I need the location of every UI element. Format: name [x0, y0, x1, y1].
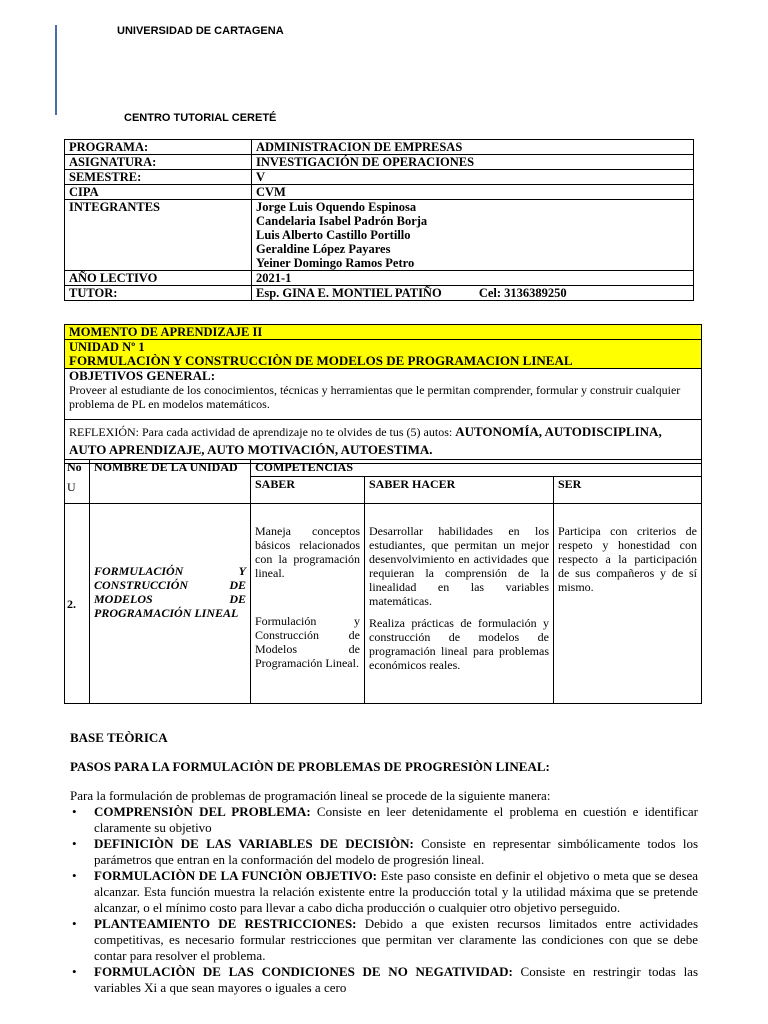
value-cell: 2021-1 [252, 271, 694, 286]
value-cell: INVESTIGACIÓN DE OPERACIONES [252, 155, 694, 170]
step-heading: FORMULACIÒN DE LA FUNCIÒN OBJETIVO: [94, 868, 378, 883]
member-name: Geraldine López Payares [256, 242, 391, 256]
label-cell: AÑO LECTIVO [65, 271, 252, 286]
member-name: Yeiner Domingo Ramos Petro [256, 256, 415, 270]
objectives-title: OBJETIVOS GENERAL: [69, 368, 216, 383]
theory-subtitle: PASOS PARA LA FORMULACIÒN DE PROBLEMAS DE PROGRESIÒN LINEAL: [70, 759, 550, 774]
value-cell: CVM [252, 185, 694, 200]
no-header-cell [65, 460, 90, 504]
table-row [65, 286, 694, 301]
member-name: Luis Alberto Castillo Portillo [256, 228, 411, 242]
label-cell: ASIGNATURA: [65, 155, 252, 170]
saber-hacer-header: SABER HACER [365, 477, 554, 504]
step-text: Consiste en leer detenidamente el problema en cuestión e identificar claramente su objetivo [94, 804, 698, 835]
theory-intro: Para la formulación de problemas de programación lineal se procede de la siguiente manera: [70, 788, 551, 803]
moment-title: MOMENTO DE APRENDIZAJE II [65, 325, 702, 340]
steps-list [70, 804, 698, 996]
integrantes-list [252, 200, 694, 271]
table-header-row [65, 460, 702, 477]
step-heading: PLANTEAMIENTO DE RESTRICCIONES: [94, 916, 357, 931]
competencies-table [64, 459, 702, 704]
unit-number: UNIDAD Nº 1 [69, 340, 145, 354]
margin-line [55, 25, 57, 115]
tutor-cell [252, 286, 694, 301]
competencies-header: COMPETENCIAS [251, 460, 702, 477]
ser-header: SER [554, 477, 702, 504]
reflection-cell [65, 420, 702, 464]
unit-name-cell: FORMULACIÓN Y CONSTRUCCIÓN DE MODELOS DE PROGRAMACIÓN LINEAL [90, 504, 251, 704]
step-text: Debido a que existen recursos limitados entre actividades competitivas, es necesario formular restricciones que permitan ver claramente las condiciones con que se debe contar para resolver el problema. [94, 916, 699, 963]
bullet-icon: • [72, 964, 77, 979]
list-item [70, 964, 698, 996]
list-item [70, 804, 698, 836]
unit-cell [65, 340, 702, 369]
reflection-autos: AUTONOMÍA, AUTODISCIPLINA, AUTO APRENDIZAJE, AUTO MOTIVACIÓN, AUTOESTIMA. [69, 424, 662, 457]
tutor-name: Esp. GINA E. MONTIEL PATIÑO [256, 286, 442, 300]
u-header: U [67, 480, 76, 494]
step-heading: FORMULACIÒN DE LAS CONDICIONES DE NO NEGATIVIDAD: [94, 964, 513, 979]
learning-moment-table [64, 324, 702, 464]
tutor-phone: Cel: 3136389250 [478, 286, 567, 300]
member-name: Jorge Luis Oquendo Espinosa [256, 200, 417, 214]
value-cell: ADMINISTRACION DE EMPRESAS [252, 140, 694, 155]
bullet-icon: • [72, 868, 77, 883]
bullet-icon: • [72, 836, 77, 851]
table-row [65, 170, 694, 185]
table-row [65, 140, 694, 155]
program-info-table [64, 139, 694, 301]
step-text: Consiste en representar simbólicamente todos los parámetros que entran en la conformación del modelo de progresión lineal. [94, 836, 698, 867]
university-name: UNIVERSIDAD DE CARTAGENA [117, 25, 284, 37]
unit-title: FORMULACIÒN Y CONSTRUCCIÒN DE MODELOS DE PROGRAMACION LINEAL [69, 353, 573, 368]
step-text: Este paso consiste en definir el objetivo o meta que se desea alcanzar. Esta función muestra la relación existente entre la producción total y la utilidad máxima que se pretende alcanzar, o el mínimo costo para llevar a cabo dicha producción o cualquier otro objetivo perseguido. [94, 868, 699, 915]
table-row [65, 155, 694, 170]
saber-hacer-text-2: Realiza prácticas de formulación y construcción de modelos de programación lineal para problemas económicos reales. [369, 616, 549, 672]
saber-text-2: Formulación y Construcción de Modelos de Programación Lineal. [255, 614, 360, 670]
list-item [70, 836, 698, 868]
label-cell: TUTOR: [65, 286, 252, 301]
member-name: Candelaria Isabel Padrón Borja [256, 214, 428, 228]
center-name: CENTRO TUTORIAL CERETÉ [124, 112, 277, 124]
table-row [65, 504, 702, 704]
table-row [65, 271, 694, 286]
no-header: No [67, 460, 82, 474]
saber-text-1: Maneja conceptos básicos relacionados con la programación lineal. [255, 524, 360, 580]
saber-hacer-cell [365, 504, 554, 704]
ser-cell: Participa con criterios de respeto y honestidad con respecto a la participación de sus compañeros y de sí mismo. [554, 504, 702, 704]
label-cell: SEMESTRE: [65, 170, 252, 185]
label-cell: PROGRAMA: [65, 140, 252, 155]
value-cell: V [252, 170, 694, 185]
objectives-cell [65, 369, 702, 420]
row-number: 2. [65, 504, 90, 704]
list-item [70, 868, 698, 916]
label-cell: INTEGRANTES [65, 200, 252, 271]
bullet-icon: • [72, 804, 77, 819]
saber-header: SABER [251, 477, 365, 504]
objectives-text: Proveer al estudiante de los conocimientos, técnicas y herramientas que le permitan comprender, formular y construir cualquier problema de PL en modelos matemáticos. [69, 383, 681, 411]
list-item [70, 916, 698, 964]
table-row [65, 185, 694, 200]
theory-title: BASE TEÒRICA [70, 730, 168, 745]
step-text: Consiste en restringir todas las variables Xi a que sean mayores o iguales a cero [94, 964, 699, 995]
step-heading: DEFINICIÒN DE LAS VARIABLES DE DECISIÒN: [94, 836, 414, 851]
saber-cell [251, 504, 365, 704]
reflection-text: REFLEXIÓN: Para cada actividad de aprendizaje no te olvides de tus (5) autos: [69, 425, 456, 439]
step-heading: COMPRENSIÒN DEL PROBLEMA: [94, 804, 311, 819]
unit-name-header: NOMBRE DE LA UNIDAD [90, 460, 251, 504]
label-cell: CIPA [65, 185, 252, 200]
bullet-icon: • [72, 916, 77, 931]
theory-section [70, 730, 698, 996]
saber-hacer-text-1: Desarrollar habilidades en los estudiantes, que permitan un mejor desenvolvimiento en actividades que requieran la comprensión de la linealidad en las variables matemáticas. [369, 524, 549, 608]
table-row [65, 200, 694, 271]
